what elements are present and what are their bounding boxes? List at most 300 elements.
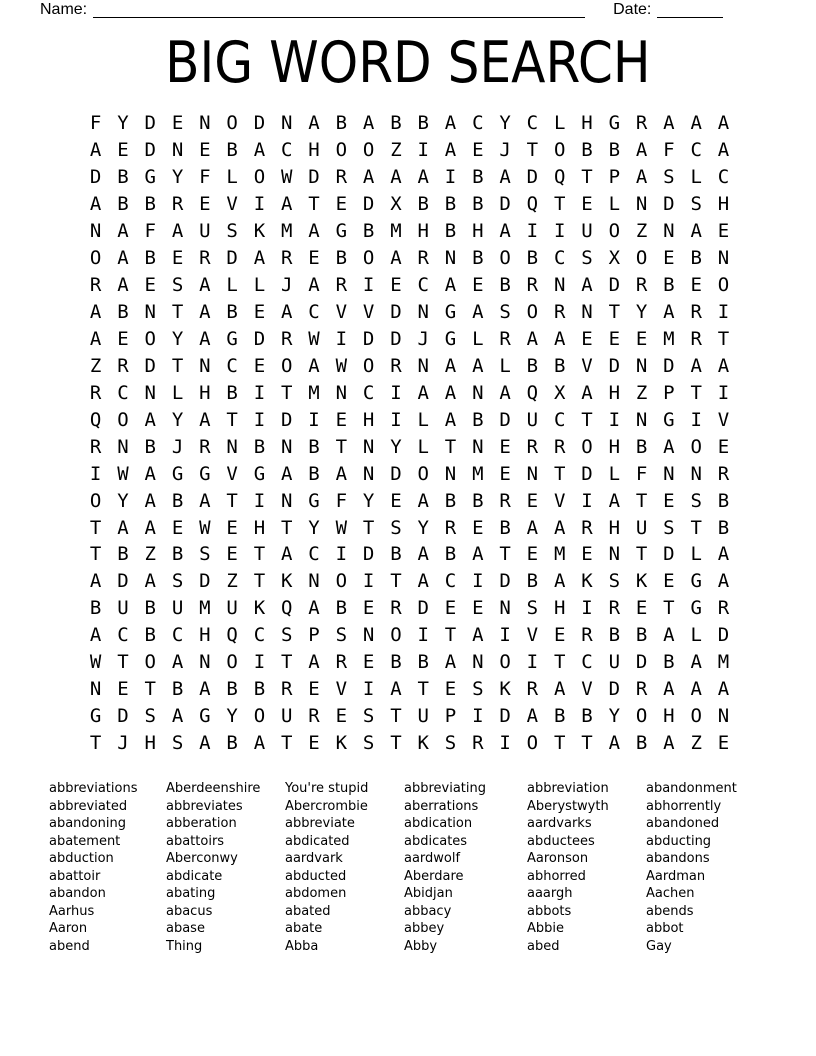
grid-cell: Y <box>117 489 129 512</box>
grid-cell: L <box>690 166 702 189</box>
grid-cell: R <box>444 516 457 539</box>
grid-cell: O <box>390 624 402 647</box>
grid-cell: E <box>717 435 730 458</box>
grid-cell: R <box>171 193 184 216</box>
grid-cell: B <box>499 274 511 297</box>
grid-cell: A <box>444 112 457 135</box>
grid-cell: U <box>526 408 539 431</box>
grid-cell: T <box>581 408 593 431</box>
title-wrap <box>0 30 816 96</box>
grid-cell: A <box>690 651 702 674</box>
grid-cell: A <box>144 516 156 539</box>
grid-cell: M <box>663 327 675 350</box>
grid-cell: D <box>663 354 675 377</box>
grid-cell: D <box>717 624 730 647</box>
grid-cell: C <box>171 624 184 647</box>
grid-cell: A <box>281 543 293 566</box>
word-item: abase <box>166 921 205 937</box>
grid-cell: B <box>526 354 539 377</box>
grid-cell: H <box>417 220 429 243</box>
grid-cell: N <box>117 435 129 458</box>
grid-cell: A <box>89 327 102 350</box>
grid-cell: T <box>499 543 511 566</box>
grid-cell: O <box>253 166 266 189</box>
grid-cell: N <box>417 354 429 377</box>
grid-cell: C <box>717 166 730 189</box>
grid-cell: A <box>608 489 621 512</box>
grid-cell: A <box>526 705 539 728</box>
grid-cell: O <box>717 274 730 297</box>
grid-cell: W <box>335 354 348 377</box>
name-label: Name: <box>40 1 88 18</box>
grid-cell: K <box>335 732 348 755</box>
grid-cell: K <box>499 678 511 701</box>
word-item: Aberconwy <box>166 851 238 867</box>
grid-cell: N <box>635 193 648 216</box>
grid-cell: T <box>89 516 102 539</box>
word-column <box>404 780 527 955</box>
grid-cell: O <box>608 220 621 243</box>
grid-cell: D <box>635 651 648 674</box>
grid-cell: Y <box>171 327 184 350</box>
grid-cell: E <box>553 624 566 647</box>
grid-cell: N <box>199 651 211 674</box>
word-item: abdicates <box>404 833 468 849</box>
grid-cell: A <box>499 220 511 243</box>
grid-cell: S <box>581 247 593 270</box>
grid-cell: D <box>390 327 402 350</box>
grid-cell: E <box>226 543 238 566</box>
grid-cell: E <box>335 408 348 431</box>
word-item: abhorrently <box>646 798 722 814</box>
grid-cell: B <box>308 462 320 485</box>
word-item: abed <box>527 938 560 954</box>
grid-cell: W <box>199 516 211 539</box>
grid-cell: N <box>472 651 484 674</box>
grid-cell: C <box>117 624 129 647</box>
word-item: abducting <box>646 833 712 849</box>
grid-cell: D <box>608 274 621 297</box>
grid-cell: S <box>226 220 238 243</box>
grid-cell: S <box>171 570 184 593</box>
grid-cell: R <box>89 435 102 458</box>
grid-cell: P <box>444 705 457 728</box>
grid-cell: D <box>144 354 156 377</box>
grid-cell: I <box>253 651 266 674</box>
grid-cell: R <box>308 705 320 728</box>
grid-cell: A <box>717 112 730 135</box>
grid-cell: G <box>663 408 675 431</box>
grid-cell: R <box>581 516 593 539</box>
grid-cell: T <box>690 516 702 539</box>
grid-cell: C <box>690 139 702 162</box>
grid-cell: S <box>171 274 184 297</box>
grid-cell: S <box>690 489 702 512</box>
grid-cell: R <box>335 274 348 297</box>
grid-cell: N <box>635 408 648 431</box>
grid-cell: I <box>472 705 484 728</box>
grid-cell: A <box>608 732 621 755</box>
grid-cell: G <box>226 327 238 350</box>
grid-cell: G <box>335 220 348 243</box>
grid-cell: H <box>663 705 675 728</box>
grid-cell: Y <box>390 435 402 458</box>
grid-cell: A <box>390 678 402 701</box>
grid-cell: A <box>89 624 102 647</box>
grid-cell: H <box>308 139 320 162</box>
grid-cell: D <box>362 193 375 216</box>
grid-cell: N <box>144 381 156 404</box>
word-item: Aberystwyth <box>527 798 609 814</box>
grid-cell: B <box>362 220 375 243</box>
word-item: abating <box>166 886 216 902</box>
grid-cell: W <box>117 462 129 485</box>
grid-cell: A <box>390 166 402 189</box>
grid-cell: X <box>390 193 402 216</box>
word-item: abated <box>285 903 331 919</box>
grid-cell: D <box>89 166 102 189</box>
grid-cell: B <box>553 354 566 377</box>
grid-cell: I <box>253 193 266 216</box>
grid-cell: C <box>362 381 375 404</box>
grid-cell: A <box>526 327 539 350</box>
grid-cell: D <box>144 139 156 162</box>
grid-cell: G <box>253 462 266 485</box>
grid-cell: O <box>253 705 266 728</box>
word-item: abbreviate <box>285 816 355 832</box>
word-item: abbacy <box>404 903 452 919</box>
grid-cell: A <box>89 301 102 324</box>
grid-cell: I <box>581 597 593 620</box>
grid-cell: N <box>199 112 211 135</box>
word-item: Aaronson <box>527 851 589 867</box>
grid-cell: A <box>117 274 129 297</box>
grid-cell: R <box>117 354 129 377</box>
grid-cell: O <box>281 354 293 377</box>
grid-cell: N <box>444 462 457 485</box>
grid-cell: A <box>499 381 511 404</box>
word-item: abends <box>646 903 694 919</box>
grid-cell: R <box>472 732 484 755</box>
grid-cell: I <box>472 570 484 593</box>
grid-cell: M <box>199 597 211 620</box>
grid-cell: N <box>226 435 238 458</box>
grid-cell: R <box>526 274 539 297</box>
grid-cell: T <box>608 301 621 324</box>
grid-cell: L <box>499 354 511 377</box>
grid-cell: R <box>635 274 648 297</box>
grid-cell: F <box>635 462 648 485</box>
grid-cell: O <box>226 651 238 674</box>
grid-cell: B <box>144 597 156 620</box>
grid-cell: O <box>144 327 156 350</box>
grid-cell: R <box>553 435 566 458</box>
grid-cell: N <box>444 247 457 270</box>
grid-cell: N <box>171 139 184 162</box>
grid-cell: A <box>281 193 293 216</box>
grid-cell: A <box>444 651 457 674</box>
word-item: You're stupid <box>285 781 369 796</box>
grid-cell: J <box>171 435 184 458</box>
word-item: aardvark <box>285 851 343 867</box>
grid-cell: O <box>635 247 648 270</box>
grid-cell: H <box>199 624 211 647</box>
grid-cell: A <box>663 624 675 647</box>
grid-cell: E <box>663 570 675 593</box>
grid-cell: A <box>308 597 320 620</box>
grid-cell: V <box>362 301 375 324</box>
grid-cell: B <box>144 247 156 270</box>
grid-cell: I <box>390 381 402 404</box>
grid-cell: H <box>717 193 730 216</box>
word-item: abacus <box>166 903 213 919</box>
grid-cell: B <box>444 220 457 243</box>
word-item: aberrations <box>404 798 479 814</box>
grid-cell: A <box>717 543 730 566</box>
date-label: Date: <box>613 1 652 18</box>
grid-cell: K <box>635 570 648 593</box>
grid-cell: A <box>144 489 156 512</box>
grid-cell: E <box>117 139 129 162</box>
grid-cell: E <box>362 651 375 674</box>
grid-cell: N <box>526 462 539 485</box>
grid-cell: E <box>253 354 266 377</box>
grid-cell: I <box>253 381 266 404</box>
grid-cell: N <box>199 354 211 377</box>
grid-cell: X <box>608 247 621 270</box>
grid-cell: I <box>581 489 593 512</box>
grid-cell: A <box>281 462 293 485</box>
grid-cell: L <box>608 193 621 216</box>
word-item: abducted <box>285 868 347 884</box>
grid-cell: A <box>663 301 675 324</box>
grid-cell: Q <box>89 408 102 431</box>
grid-cell: A <box>199 732 211 755</box>
grid-cell: S <box>690 193 702 216</box>
grid-cell: B <box>171 489 184 512</box>
grid-cell: Z <box>226 570 238 593</box>
grid-cell: I <box>717 301 730 324</box>
grid-cell: B <box>417 193 429 216</box>
grid-cell: D <box>226 247 238 270</box>
grid-cell: S <box>663 166 675 189</box>
grid-cell: I <box>362 274 375 297</box>
grid-cell: G <box>171 462 184 485</box>
grid-cell: T <box>581 732 593 755</box>
grid-cell: O <box>499 651 511 674</box>
grid-cell: A <box>199 327 211 350</box>
grid-cell: S <box>608 570 621 593</box>
grid-cell: U <box>417 705 429 728</box>
grid-cell: F <box>199 166 211 189</box>
grid-cell: N <box>281 112 293 135</box>
grid-cell: A <box>444 381 457 404</box>
grid-cell: D <box>390 462 402 485</box>
grid-cell: A <box>89 139 102 162</box>
grid-cell: O <box>581 435 593 458</box>
grid-cell: E <box>171 516 184 539</box>
grid-cell: L <box>171 381 184 404</box>
grid-cell: T <box>717 327 730 350</box>
grid-cell: T <box>526 139 539 162</box>
grid-cell: B <box>335 597 348 620</box>
grid-cell: T <box>89 543 102 566</box>
grid-cell: B <box>499 516 511 539</box>
grid-cell: B <box>226 732 238 755</box>
grid-cell: T <box>281 516 293 539</box>
grid-cell: Q <box>281 597 293 620</box>
grid-cell: A <box>171 705 184 728</box>
grid-cell: T <box>390 732 402 755</box>
grid-cell: M <box>717 651 730 674</box>
word-item: abbreviating <box>404 781 486 796</box>
grid-cell: T <box>281 732 293 755</box>
word-item: Aarhus <box>49 903 95 919</box>
grid-cell: B <box>581 139 593 162</box>
grid-cell: E <box>717 220 730 243</box>
grid-cell: R <box>526 678 539 701</box>
grid-cell: H <box>553 597 566 620</box>
grid-cell: E <box>635 327 648 350</box>
grid-cell: E <box>199 193 211 216</box>
word-item: abattoir <box>49 868 101 884</box>
grid-cell: B <box>472 408 484 431</box>
grid-cell: N <box>663 220 675 243</box>
grid-cell: H <box>253 516 266 539</box>
word-item: Thing <box>166 938 203 954</box>
grid-cell: Y <box>171 166 184 189</box>
grid-cell: A <box>526 516 539 539</box>
grid-cell: G <box>199 462 211 485</box>
word-column <box>285 780 404 955</box>
grid-cell: U <box>581 220 593 243</box>
word-list <box>49 780 737 955</box>
grid-cell: B <box>117 301 129 324</box>
grid-cell: R <box>335 651 348 674</box>
grid-cell: A <box>253 139 266 162</box>
grid-cell: I <box>690 408 702 431</box>
grid-cell: A <box>472 624 484 647</box>
grid-cell: S <box>526 597 539 620</box>
grid-cell: A <box>717 139 730 162</box>
grid-cell: N <box>553 274 566 297</box>
word-item: abdicated <box>285 833 350 849</box>
grid-cell: R <box>199 435 211 458</box>
grid-cell: B <box>690 247 702 270</box>
grid-cell: C <box>226 354 238 377</box>
grid-cell: N <box>281 435 293 458</box>
grid-cell: R <box>581 624 593 647</box>
grid-cell: E <box>499 462 511 485</box>
word-item: abbey <box>404 921 445 937</box>
word-column <box>166 780 285 955</box>
grid-cell: A <box>472 354 484 377</box>
word-item: aardwolf <box>404 851 461 867</box>
grid-cell: C <box>117 381 129 404</box>
grid-cell: N <box>472 381 484 404</box>
grid-cell: B <box>144 624 156 647</box>
grid-cell: E <box>608 327 621 350</box>
grid-cell: A <box>89 570 102 593</box>
grid-cell: O <box>89 247 102 270</box>
grid-cell: K <box>281 570 293 593</box>
grid-cell: N <box>89 220 102 243</box>
grid-cell: Z <box>635 220 648 243</box>
word-item: abbreviates <box>166 798 243 814</box>
grid-cell: B <box>472 193 484 216</box>
grid-cell: N <box>581 301 593 324</box>
grid-cell: E <box>144 274 156 297</box>
grid-cell: I <box>444 166 457 189</box>
word-item: abandon <box>49 886 106 902</box>
grid-cell: T <box>690 381 702 404</box>
grid-cell: A <box>417 489 429 512</box>
grid-cell: I <box>499 732 511 755</box>
word-item: abandoning <box>49 816 126 832</box>
grid-cell: R <box>335 166 348 189</box>
grid-cell: R <box>635 112 648 135</box>
grid-cell: G <box>444 327 457 350</box>
grid-cell: P <box>608 166 621 189</box>
grid-cell: A <box>690 678 702 701</box>
grid-cell: T <box>171 354 184 377</box>
grid-cell: S <box>472 678 484 701</box>
grid-cell: B <box>717 516 730 539</box>
grid-cell: O <box>226 112 238 135</box>
word-item: abdication <box>404 816 473 832</box>
grid-cell: Z <box>144 543 156 566</box>
grid-cell: D <box>499 705 511 728</box>
grid-cell: E <box>717 732 730 755</box>
grid-cell: N <box>608 543 621 566</box>
grid-cell: D <box>581 462 593 485</box>
grid-cell: A <box>308 354 320 377</box>
grid-cell: U <box>226 597 238 620</box>
grid-cell: T <box>553 732 566 755</box>
grid-cell: W <box>89 651 102 674</box>
grid-cell: I <box>362 570 375 593</box>
grid-cell: I <box>499 624 511 647</box>
grid-cell: I <box>335 543 348 566</box>
grid-cell: V <box>581 354 593 377</box>
grid-cell: R <box>499 327 511 350</box>
grid-cell: N <box>362 435 375 458</box>
grid-cell: D <box>253 327 266 350</box>
grid-cell: Z <box>635 381 648 404</box>
grid-cell: A <box>444 274 457 297</box>
grid-cell: R <box>89 381 102 404</box>
grid-cell: N <box>362 462 375 485</box>
grid-cell: T <box>171 301 184 324</box>
grid-cell: J <box>417 327 429 350</box>
grid-cell: A <box>199 408 211 431</box>
word-item: Aaron <box>49 921 88 937</box>
grid-cell: Q <box>526 381 539 404</box>
grid-cell: B <box>89 597 102 620</box>
grid-cell: T <box>444 435 457 458</box>
grid-cell: V <box>226 193 238 216</box>
page-title: BIG WORD SEARCH <box>165 30 651 96</box>
grid-cell: F <box>89 112 102 135</box>
grid-cell: E <box>581 327 593 350</box>
grid-cell: T <box>581 166 593 189</box>
grid-cell: C <box>472 112 484 135</box>
grid-cell: B <box>253 435 266 458</box>
word-item: abattoirs <box>166 833 225 849</box>
grid-cell: A <box>444 354 457 377</box>
word-item: abberation <box>166 816 237 832</box>
grid-cell: O <box>526 301 539 324</box>
